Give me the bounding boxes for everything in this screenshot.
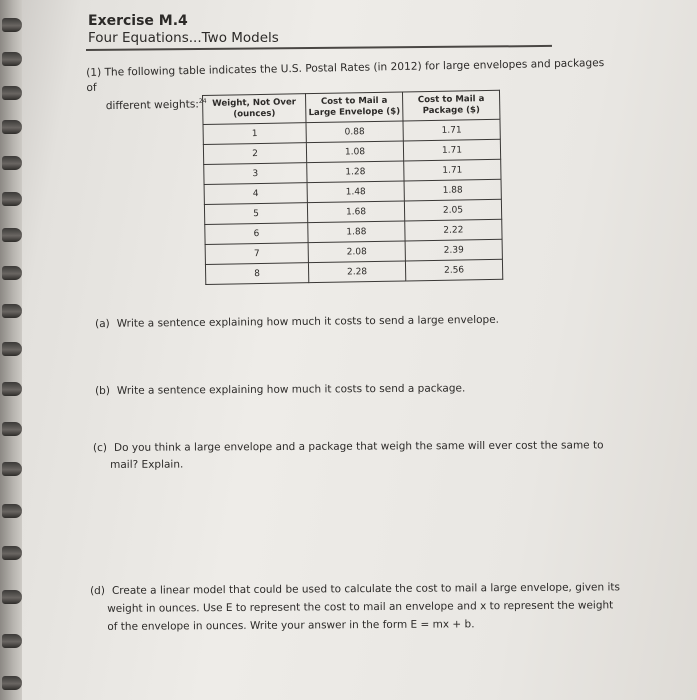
postal-rate-table [202, 90, 503, 285]
package-cost-cell: 2.22 [405, 219, 502, 241]
column-header-package-cost: Cost to Mail a Package ($) [402, 90, 499, 121]
package-cost-cell: 2.05 [404, 199, 501, 221]
package-cost-cell: 2.56 [405, 259, 502, 281]
part-text: Write a sentence explaining how much it costs to send a large envelope. [116, 313, 500, 330]
binding-ring [2, 382, 22, 396]
part-label: (b) [95, 384, 110, 397]
part-c-prompt [93, 437, 633, 474]
column-header-weight: Weight, Not Over (ounces) [203, 94, 306, 125]
footnote-mark: 24 [198, 97, 207, 105]
part-b-prompt [95, 380, 465, 400]
binding-ring [2, 304, 22, 318]
binding-ring [2, 52, 22, 66]
postal-rate-table-wrapper [202, 90, 503, 285]
question-text: different weights: [105, 98, 200, 113]
part-text: Do you think a large envelope and a package that weigh the same will ever cost the same to [113, 439, 604, 454]
part-a-prompt [95, 312, 499, 333]
weight-cell: 8 [205, 263, 308, 285]
binding-ring [2, 342, 22, 356]
binding-ring [2, 546, 22, 560]
binding-ring [2, 590, 22, 604]
binding-ring [2, 676, 22, 690]
weight-cell: 5 [204, 203, 307, 225]
part-label: (d) [90, 584, 105, 597]
part-c-line-2: mail? Explain. [110, 458, 184, 471]
spiral-binding [0, 0, 22, 700]
part-d-prompt [90, 578, 660, 636]
question-text: The following table indicates the U.S. Postal Rates (in 2012) for large envelopes and packages of [86, 57, 605, 94]
part-text: Create a linear model that could be used to calculate the cost to mail a large envelope, given its [111, 581, 621, 597]
binding-ring [2, 462, 22, 476]
part-label: (c) [93, 441, 108, 454]
binding-ring [2, 634, 22, 648]
package-cost-cell: 2.39 [405, 239, 502, 261]
weight-cell: 3 [204, 163, 307, 185]
binding-ring [2, 422, 22, 436]
envelope-cost-cell: 2.08 [308, 241, 405, 263]
envelope-cost-cell: 1.28 [307, 161, 404, 183]
package-cost-cell: 1.88 [404, 179, 501, 201]
question-number: (1) [86, 66, 102, 79]
weight-cell: 7 [205, 243, 308, 265]
envelope-cost-cell: 1.68 [307, 201, 404, 223]
envelope-cost-cell: 1.88 [308, 221, 405, 243]
exercise-subtitle: Four Equations...Two Models [88, 30, 279, 46]
weight-cell: 4 [204, 183, 307, 205]
weight-cell: 2 [203, 143, 306, 165]
envelope-cost-cell: 0.88 [306, 121, 403, 143]
binding-ring [2, 192, 22, 206]
binding-ring [2, 18, 22, 32]
weight-cell: 6 [205, 223, 308, 245]
exercise-title: Exercise M.4 [88, 13, 188, 29]
package-cost-cell: 1.71 [404, 159, 501, 181]
weight-cell: 1 [203, 123, 306, 145]
package-cost-cell: 1.71 [403, 119, 500, 141]
part-d-line-3: of the envelope in ounces. Write your answer in the form E = mx + b. [107, 618, 475, 633]
table-row [205, 259, 502, 284]
binding-ring [2, 86, 22, 100]
part-c-line-1 [93, 437, 633, 457]
column-header-envelope-cost: Cost to Mail a Large Envelope ($) [305, 92, 402, 123]
part-text: Write a sentence explaining how much it costs to send a package. [116, 382, 466, 397]
envelope-cost-cell: 1.48 [307, 181, 404, 203]
binding-ring [2, 120, 22, 134]
part-label: (a) [95, 317, 110, 330]
envelope-cost-cell: 2.28 [308, 261, 405, 283]
binding-ring [2, 228, 22, 242]
package-cost-cell: 1.71 [403, 139, 500, 161]
part-d-line-2: weight in ounces. Use E to represent the cost to mail an envelope and x to represent the weight [107, 599, 614, 615]
binding-ring [2, 504, 22, 518]
binding-ring [2, 266, 22, 280]
envelope-cost-cell: 1.08 [306, 141, 403, 163]
binding-ring [2, 156, 22, 170]
